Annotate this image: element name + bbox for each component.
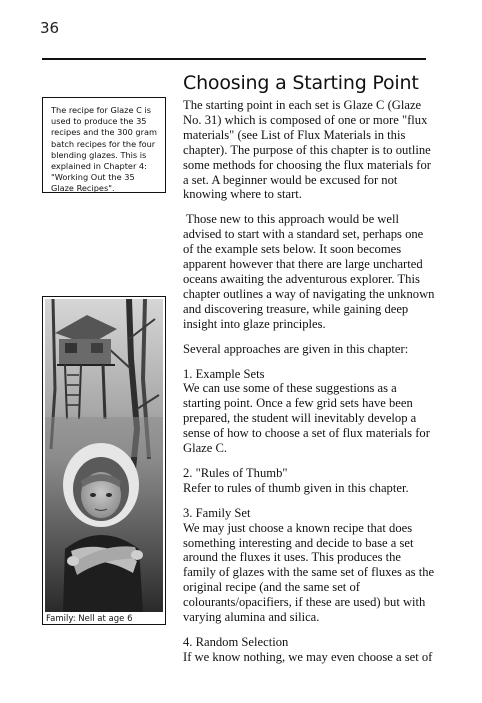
section-example-sets xyxy=(183,367,435,456)
photo-caption: Family: Nell at age 6 xyxy=(46,614,133,624)
approaches-intro: Several approaches are given in this chapter: xyxy=(183,341,409,356)
sidebar-note: The recipe for Glaze C is used to produce the 35 recipes and the 300 gram batch recipes for the four blending glazes. This is explained in Chapter 4: "Working Out the 35 Glaze Recipes". xyxy=(42,97,166,193)
header-rule xyxy=(42,58,426,60)
section-text: We can use some of these suggestions as a starting point. Once a few grid sets have been prepared, the student will inevitably develop a sense of how to choose a set of flux materials for Glaze C. xyxy=(183,381,430,456)
photo-frame xyxy=(42,296,166,625)
section-rules-of-thumb xyxy=(183,466,435,496)
section-heading: 3. Family Set xyxy=(183,505,251,520)
section-heading: 2. "Rules of Thumb" xyxy=(183,465,288,480)
section-random-selection xyxy=(183,635,435,665)
section-text: If we know nothing, we may even choose a set of xyxy=(183,649,433,664)
family-photo xyxy=(45,299,163,612)
section-text: Refer to rules of thumb given in this chapter. xyxy=(183,480,409,495)
section-heading: 4. Random Selection xyxy=(183,635,289,649)
chapter-title: Choosing a Starting Point xyxy=(183,72,419,94)
second-paragraph: Those new to this approach would be well advised to start with a standard set, perhaps one of the example sets below. It soon becomes apparent however that there are large uncharted oceans awaiting the adventurous explorer. This chapter outlines a way of navigating the unknown and discovering treasure, while gaining deep insight into glaze principles. xyxy=(183,212,435,331)
section-family-set xyxy=(183,506,435,625)
intro-paragraph: The starting point in each set is Glaze C (Glaze No. 31) which is composed of one or more "flux materials" (see List of Flux Materials in this chapter). The purpose of this chapter is to outline some methods for choosing the flux materials for a set. A beginner would be excused for not knowing where to start. xyxy=(183,98,431,202)
section-heading: 1. Example Sets xyxy=(183,366,265,381)
page-number: 36 xyxy=(40,19,60,37)
body-text xyxy=(183,98,435,675)
section-text: We may just choose a known recipe that does something interesting and decide to base a set around the fluxes it uses. This produces the family of glazes with the same set of fluxes as the original recipe (and the same set of colourants/opacifiers, if these are used) but with varying alumina and silica. xyxy=(183,520,435,625)
